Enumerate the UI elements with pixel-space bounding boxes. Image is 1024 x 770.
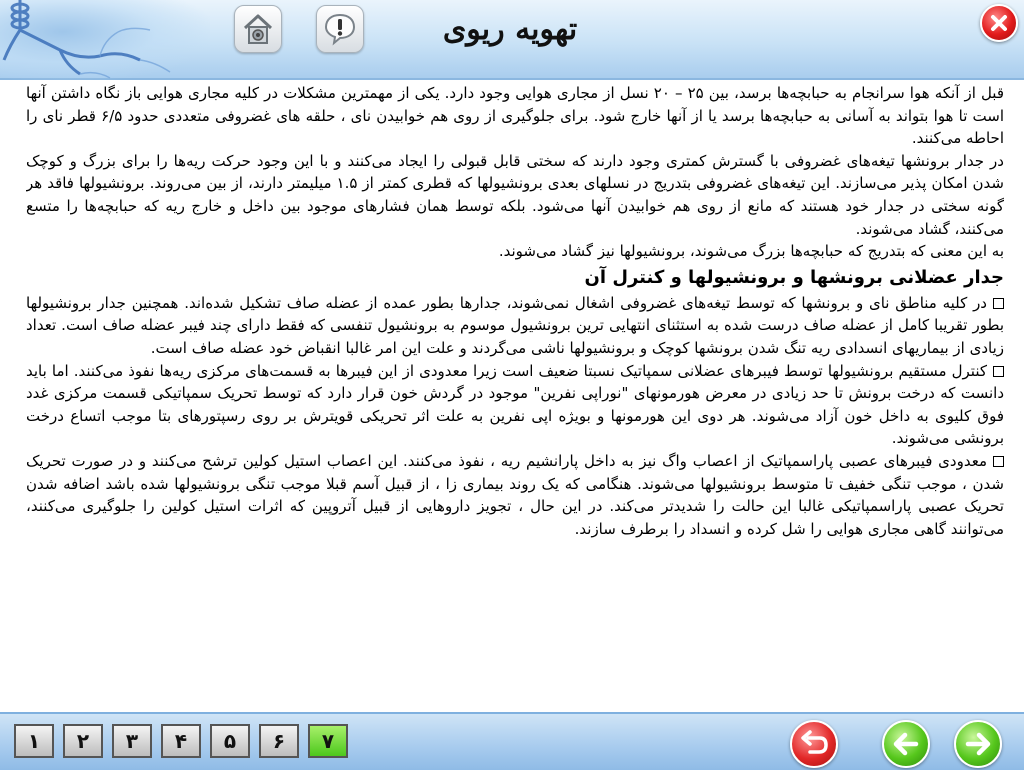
next-page-button[interactable] [954, 720, 1002, 768]
intro-paragraph: به این معنی که بتدریج که حبابچه‌ها بزرگ می‌شوند، برونشیولها نیز گشاد می‌شوند. [498, 242, 1004, 261]
previous-page-button[interactable] [882, 720, 930, 768]
bullet-text: کنترل مستقیم برونشیولها توسط فیبرهای عضلانی سمپاتیک نسبتا ضعیف است زیرا معدودی از این فیبرها به قسمت‌های مرکزی ریه‌ها نفوذ می‌کنند. اما باید دانست که درخت برونش تا حد زیادی در معرض هورمونهای "نوراپی نفرین" موجود در گردش خون قرار دارد که توسط تحریک سمپاتیکی قسمت مرکزی غدد فوق کلیوی به داخل خون آزاد می‌شوند. هر دوی این هورمونها و بویژه اپی نفرین به علت اثر تحریکی قویترش بر روی رسپتورهای بتا موجب اتساع درخت برونشی می‌شوند. [26, 361, 1004, 448]
section-heading: جدار عضلانی برونشها و برونشیولها و کنترل آن [584, 266, 1004, 288]
bullet-text: در کلیه مناطق نای و برونشها که توسط تیغه‌های غضروفی اشغال نمی‌شوند، جدارها بطور عمده از عضله صاف تشکیل شده‌اند. همچنین جدار برونشیولها بطور تقریبا کامل از عضله صاف درست شده به استثنای انتهایی ترین برونشیول موسوم به برونشیول تنفسی که فقط دارای چند فیبر عضله صاف است. تعداد زیادی از بیماریهای انسدادی ریه تنگ شدن برونشها کوچک و برونشیولها ناشی می‌گردند و علت این امر غالبا انقباض خود عضله صاف است. [26, 293, 1004, 357]
bullet-item [26, 360, 1004, 450]
arrow-right-icon [962, 728, 994, 760]
page-title: تهویه ریوی [442, 12, 578, 47]
return-button[interactable] [790, 720, 838, 768]
close-icon [989, 13, 1009, 33]
bullet-item [26, 292, 1004, 360]
lung-decoration [0, 0, 210, 80]
info-button[interactable] [316, 5, 364, 53]
back-return-icon [798, 728, 830, 760]
bullet-text: معدودی فیبرهای عصبی پاراسمپاتیک از اعصاب واگ نیز به داخل پارانشیم ریه ، نفوذ می‌کنند. این اعصاب استیل کولین ترشح می‌کنند و در صورت تحریک شدن ، موجب تنگی خفیف تا متوسط برونشیولها می‌شوند. هنگامی که یک روند بیماری زا ، از قبیل آسم قبلا موجب تنگی برونشیولها شده باشد اضافه شدن تحریک عصبی پاراسمپاتیکی غالبا این حالت را شدیدتر می‌کند. در این حال ، تجویز داروهایی از قبیل آتروپین که اثرات استیل کولین را جلوگیری می‌کنند، می‌توانند گاهی مجاری هوایی را شل کرده و انسداد را برطرف سازند. [26, 451, 1004, 538]
checkbox-bullet-icon [993, 298, 1004, 309]
bullet-item [26, 450, 1004, 540]
home-button[interactable] [234, 5, 282, 53]
home-icon [241, 12, 275, 46]
info-icon [323, 12, 357, 46]
main-content [26, 82, 1004, 710]
footer-bar [0, 712, 1024, 770]
intro-paragraph: قبل از آنکه هوا سرانجام به حبابچه‌ها برسد، بین ۲۵ – ۲۰ نسل از مجاری هوایی وجود دارد. یکی از مهمترین مشکلات در کلیه مجاری هوایی باز نگاه داشتن آنها است تا هوا بتواند به آسانی به حبابچه‌ها برسد یا از آنها خارج شود. برای جلوگیری از روی هم خوابیدن نای ، حلقه های غضروفی متعددی حدود ۶/۵ قطر نای را احاطه می‌کنند. [26, 84, 1004, 148]
header-bar [0, 0, 1024, 80]
page-button-7-active[interactable]: ۷ [308, 724, 348, 758]
page-button-6[interactable]: ۶ [259, 724, 299, 758]
page-button-1[interactable]: ۱ [14, 724, 54, 758]
page-button-2[interactable]: ۲ [63, 724, 103, 758]
checkbox-bullet-icon [993, 366, 1004, 377]
arrow-left-icon [890, 728, 922, 760]
page-button-4[interactable]: ۴ [161, 724, 201, 758]
page-button-3[interactable]: ۳ [112, 724, 152, 758]
close-button[interactable] [980, 4, 1018, 42]
page-button-5[interactable]: ۵ [210, 724, 250, 758]
checkbox-bullet-icon [993, 456, 1004, 467]
intro-paragraph: در جدار برونشها تیغه‌های غضروفی با گسترش کمتری وجود دارند که سختی قابل قبولی را ایجاد می‌کنند و با این وجود حرکت ریه‌ها را برای بزرگ و کوچک شدن امکان پذیر می‌سازند. این تیغه‌های غضروفی بتدریج در نسلهای بعدی برونشیولها که قطری کمتر از ۱.۵ میلیمتر دارند، از بین می‌روند. برونشیولها فاقد هر گونه سختی در جدار خود هستند که مانع از روی هم خوابیدن آنها می‌شود. بلکه توسط همان فشارهای موجود بین داخل و خارج ریه که حبابچه‌ها را متسع می‌کنند، گشاد می‌شوند. [26, 151, 1004, 238]
